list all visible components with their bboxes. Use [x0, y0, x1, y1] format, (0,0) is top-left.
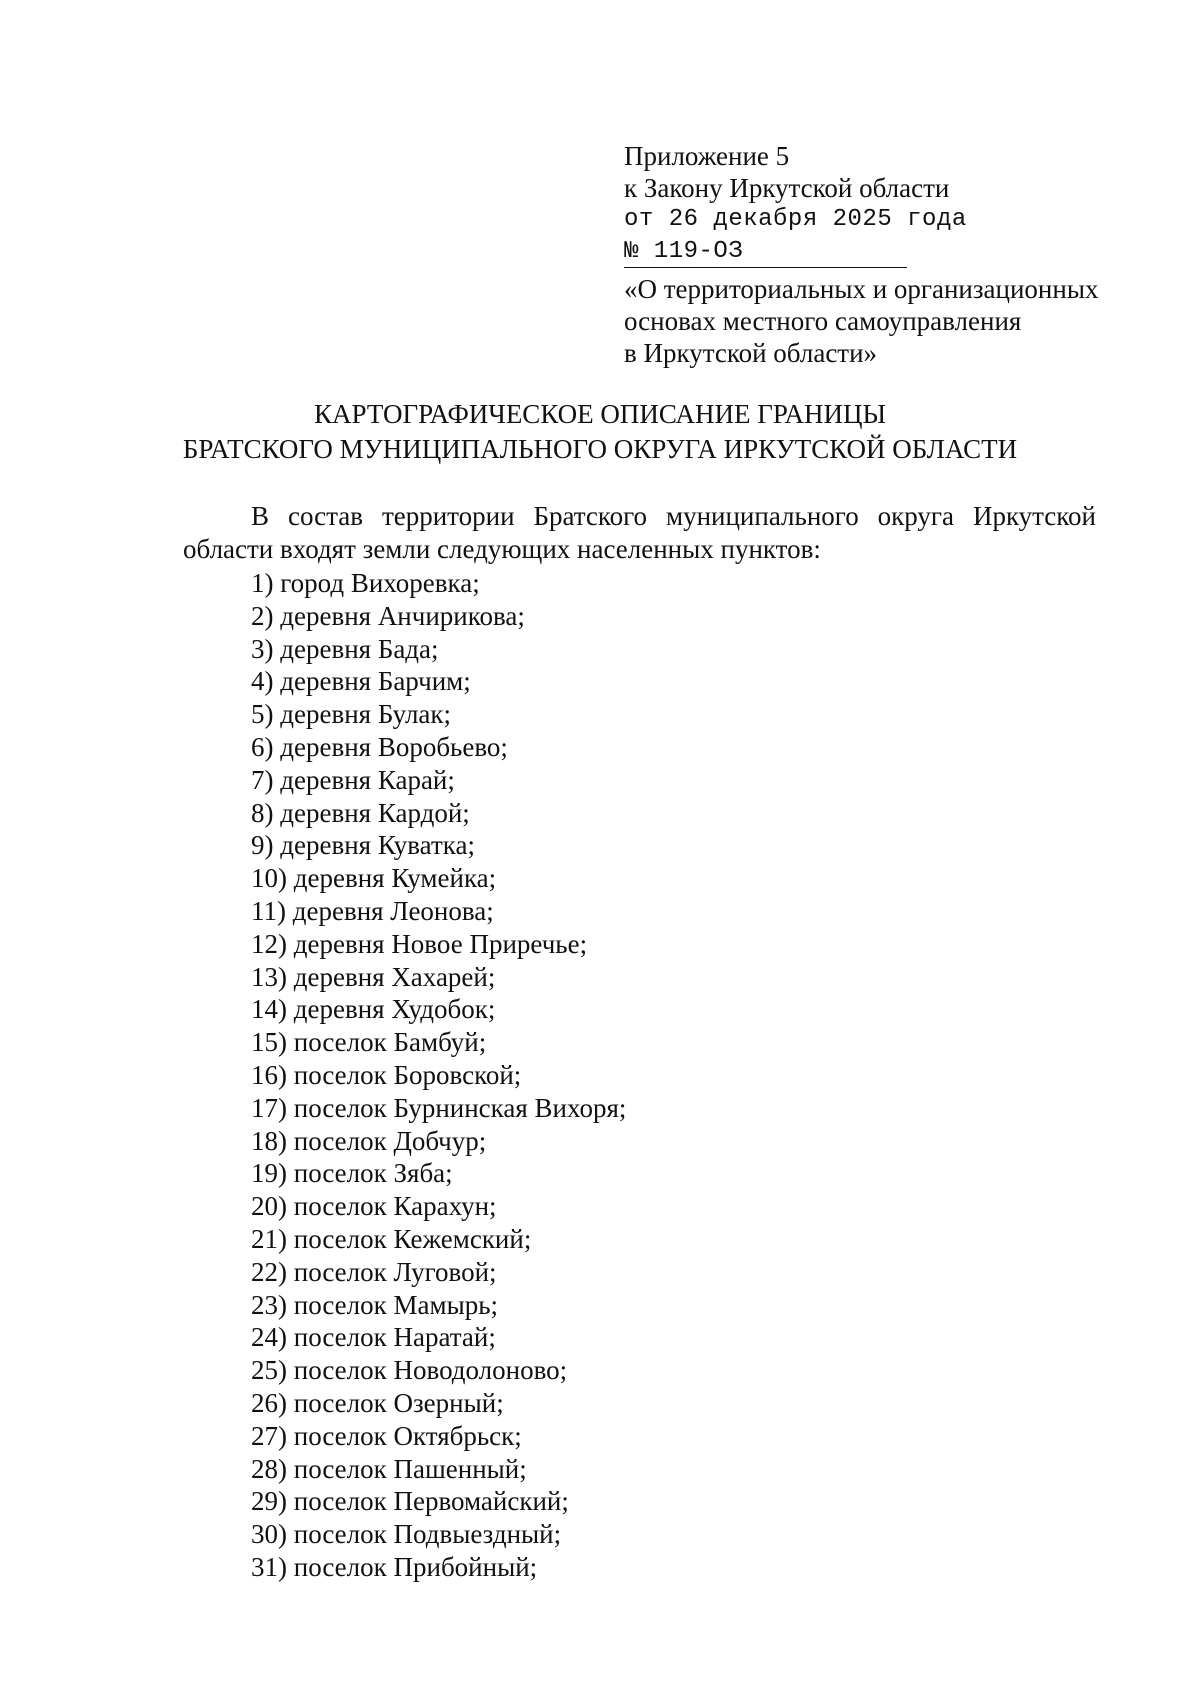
list-item: 27) поселок Октябрьск;	[251, 1420, 522, 1451]
list-item: 20) поселок Карахун;	[251, 1191, 497, 1222]
list-item: 18) поселок Добчур;	[251, 1125, 487, 1156]
settlement-list	[251, 567, 626, 1584]
list-item: 26) поселок Озерный;	[251, 1387, 504, 1418]
list-item: 15) поселок Бамбуй;	[251, 1027, 487, 1058]
list-item: 3) деревня Бада;	[251, 633, 439, 664]
list-item: 23) поселок Мамырь;	[251, 1289, 499, 1320]
list-item: 25) поселок Новодолоново;	[251, 1355, 568, 1386]
list-item: 17) поселок Бурнинская Вихоря;	[251, 1092, 627, 1123]
list-item: 30) поселок Подвыездный;	[251, 1519, 562, 1550]
list-item: 8) деревня Кардой;	[251, 797, 470, 828]
appendix-law-title-line-3: в Иркутской области»	[624, 338, 878, 368]
document-title-line-1: КАРТОГРАФИЧЕСКОЕ ОПИСАНИЕ ГРАНИЦЫ	[313, 399, 887, 429]
document-title	[0, 397, 1200, 467]
list-item: 22) поселок Луговой;	[251, 1256, 497, 1287]
appendix-law-title-line-2: основах местного самоуправления	[624, 306, 1022, 336]
list-item: 29) поселок Первомайский;	[251, 1486, 569, 1517]
list-item: 11) деревня Леонова;	[251, 895, 494, 926]
list-item: 16) поселок Боровской;	[251, 1059, 522, 1090]
list-item: 9) деревня Куватка;	[251, 830, 475, 861]
list-item: 6) деревня Воробьево;	[251, 731, 508, 762]
list-item: 31) поселок Прибойный;	[251, 1551, 538, 1582]
list-item: 28) поселок Пашенный;	[251, 1453, 527, 1484]
list-item: 21) поселок Кежемский;	[251, 1223, 532, 1254]
list-item: 5) деревня Булак;	[251, 699, 452, 730]
appendix-law-reference: к Закону Иркутской области	[624, 173, 950, 203]
list-item: 14) деревня Худобок;	[251, 994, 496, 1025]
list-item: 1) город Вихоревка;	[251, 568, 480, 598]
list-item: 10) деревня Кумейка;	[251, 863, 497, 894]
appendix-date: от 26 декабря 2025 года	[624, 206, 967, 233]
list-item: 12) деревня Новое Приречье;	[251, 928, 588, 959]
appendix-number: Приложение 5	[624, 141, 790, 171]
list-item: 24) поселок Наратай;	[251, 1322, 496, 1353]
appendix-law-number: № 119-ОЗ	[624, 236, 907, 268]
list-item: 2) деревня Анчирикова;	[251, 600, 525, 631]
list-item: 7) деревня Карай;	[251, 764, 455, 795]
intro-paragraph: В состав территории Братского муниципального округа Иркутской области входят земли следующих населенных пунктов:	[183, 501, 1096, 564]
appendix-block	[624, 140, 1144, 369]
document-title-line-2: БРАТСКОГО МУНИЦИПАЛЬНОГО ОКРУГА ИРКУТСКОЙ ОБЛАСТИ	[182, 434, 1018, 464]
appendix-law-title-line-1: «О территориальных и организационных	[624, 274, 1099, 304]
list-item: 13) деревня Хахарей;	[251, 961, 496, 992]
list-item: 19) поселок Зяба;	[251, 1158, 453, 1189]
list-item: 4) деревня Барчим;	[251, 666, 471, 697]
